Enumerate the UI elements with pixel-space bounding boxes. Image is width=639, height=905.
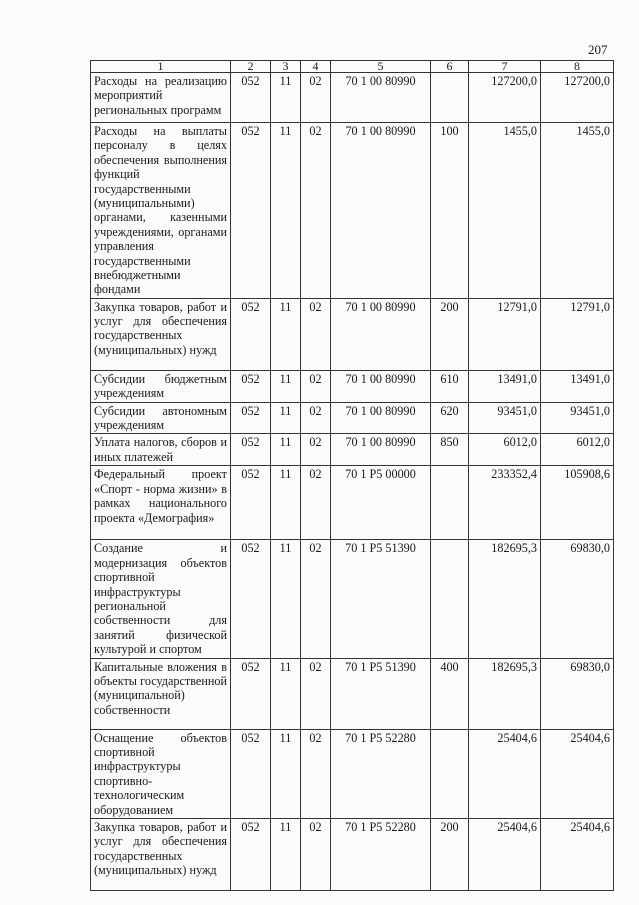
cell-section: 11 <box>271 540 301 658</box>
cell-ministry-code: 052 <box>231 540 271 658</box>
cell-subsection: 02 <box>301 466 331 540</box>
cell-amount-col7: 25404,6 <box>469 818 541 890</box>
cell-amount-col8: 25404,6 <box>541 818 614 890</box>
column-header: 1 <box>91 61 231 73</box>
cell-amount-col8: 6012,0 <box>541 434 614 466</box>
cell-subsection: 02 <box>301 123 331 299</box>
column-header: 7 <box>469 61 541 73</box>
cell-amount-col8: 13491,0 <box>541 370 614 402</box>
cell-section: 11 <box>271 73 301 123</box>
cell-expense-type: 100 <box>431 123 469 299</box>
cell-expense-type: 400 <box>431 658 469 729</box>
cell-amount-col8: 69830,0 <box>541 658 614 729</box>
row-name: Создание и модернизация объектов спортивной инфраструктуры региональной собственности для занятий физической культурой и спортом <box>91 540 231 658</box>
cell-target-article: 70 1 00 80990 <box>331 123 431 299</box>
column-header: 5 <box>331 61 431 73</box>
cell-ministry-code: 052 <box>231 298 271 370</box>
table-row <box>91 658 614 729</box>
page-number: 207 <box>588 42 608 57</box>
cell-subsection: 02 <box>301 658 331 729</box>
cell-subsection: 02 <box>301 729 331 818</box>
cell-amount-col7: 13491,0 <box>469 370 541 402</box>
cell-target-article: 70 1 00 80990 <box>331 73 431 123</box>
budget-table <box>90 60 614 891</box>
column-header: 6 <box>431 61 469 73</box>
cell-subsection: 02 <box>301 434 331 466</box>
cell-amount-col7: 6012,0 <box>469 434 541 466</box>
cell-amount-col8: 1455,0 <box>541 123 614 299</box>
cell-amount-col7: 182695,3 <box>469 540 541 658</box>
table-row <box>91 818 614 890</box>
cell-section: 11 <box>271 402 301 434</box>
cell-ministry-code: 052 <box>231 370 271 402</box>
cell-section: 11 <box>271 818 301 890</box>
cell-expense-type: 620 <box>431 402 469 434</box>
cell-section: 11 <box>271 466 301 540</box>
cell-ministry-code: 052 <box>231 658 271 729</box>
cell-ministry-code: 052 <box>231 818 271 890</box>
cell-section: 11 <box>271 729 301 818</box>
cell-section: 11 <box>271 123 301 299</box>
row-name: Субсидии автономным учреждениям <box>91 402 231 434</box>
cell-subsection: 02 <box>301 540 331 658</box>
cell-amount-col7: 93451,0 <box>469 402 541 434</box>
row-name: Субсидии бюджетным учреждениям <box>91 370 231 402</box>
cell-target-article: 70 1 P5 52280 <box>331 818 431 890</box>
table-row <box>91 466 614 540</box>
table-row <box>91 540 614 658</box>
table-row <box>91 73 614 123</box>
row-name: Уплата налогов, сборов и иных платежей <box>91 434 231 466</box>
cell-target-article: 70 1 P5 51390 <box>331 540 431 658</box>
cell-amount-col7: 182695,3 <box>469 658 541 729</box>
cell-expense-type: 610 <box>431 370 469 402</box>
cell-amount-col8: 12791,0 <box>541 298 614 370</box>
cell-expense-type <box>431 73 469 123</box>
column-header: 4 <box>301 61 331 73</box>
cell-ministry-code: 052 <box>231 123 271 299</box>
cell-amount-col7: 25404,6 <box>469 729 541 818</box>
header-row <box>91 61 614 73</box>
cell-amount-col8: 25404,6 <box>541 729 614 818</box>
cell-ministry-code: 052 <box>231 73 271 123</box>
cell-ministry-code: 052 <box>231 434 271 466</box>
table-row <box>91 434 614 466</box>
cell-expense-type: 200 <box>431 298 469 370</box>
cell-expense-type <box>431 729 469 818</box>
cell-section: 11 <box>271 298 301 370</box>
cell-amount-col8: 105908,6 <box>541 466 614 540</box>
table-row <box>91 370 614 402</box>
cell-target-article: 70 1 P5 00000 <box>331 466 431 540</box>
cell-subsection: 02 <box>301 370 331 402</box>
cell-section: 11 <box>271 434 301 466</box>
cell-ministry-code: 052 <box>231 466 271 540</box>
cell-amount-col8: 93451,0 <box>541 402 614 434</box>
cell-section: 11 <box>271 658 301 729</box>
cell-expense-type: 850 <box>431 434 469 466</box>
cell-amount-col7: 127200,0 <box>469 73 541 123</box>
row-name: Закупка товаров, работ и услуг для обеспечения государственных (муниципальных) нужд <box>91 818 231 890</box>
cell-target-article: 70 1 00 80990 <box>331 298 431 370</box>
table-row <box>91 123 614 299</box>
row-name: Расходы на реализацию мероприятий региональных программ <box>91 73 231 123</box>
cell-target-article: 70 1 00 80990 <box>331 402 431 434</box>
row-name: Закупка товаров, работ и услуг для обеспечения государственных (муниципальных) нужд <box>91 298 231 370</box>
cell-subsection: 02 <box>301 298 331 370</box>
cell-section: 11 <box>271 370 301 402</box>
cell-ministry-code: 052 <box>231 729 271 818</box>
row-name: Федеральный проект «Спорт - норма жизни» в рамках национального проекта «Демография» <box>91 466 231 540</box>
cell-amount-col7: 12791,0 <box>469 298 541 370</box>
column-header: 3 <box>271 61 301 73</box>
cell-amount-col7: 233352,4 <box>469 466 541 540</box>
cell-subsection: 02 <box>301 818 331 890</box>
row-name: Расходы на выплаты персоналу в целях обеспечения выполнения функций государственными (муниципальными) органами, казенными учреждениями, органами управления государственными внебюджетными фондами <box>91 123 231 299</box>
cell-amount-col7: 1455,0 <box>469 123 541 299</box>
cell-target-article: 70 1 P5 52280 <box>331 729 431 818</box>
cell-ministry-code: 052 <box>231 402 271 434</box>
cell-subsection: 02 <box>301 402 331 434</box>
cell-amount-col8: 69830,0 <box>541 540 614 658</box>
table-row <box>91 402 614 434</box>
column-header: 8 <box>541 61 614 73</box>
table-row <box>91 298 614 370</box>
cell-target-article: 70 1 00 80990 <box>331 434 431 466</box>
cell-target-article: 70 1 00 80990 <box>331 370 431 402</box>
cell-expense-type: 200 <box>431 818 469 890</box>
cell-expense-type <box>431 540 469 658</box>
table-row <box>91 729 614 818</box>
row-name: Оснащение объектов спортивной инфраструктуры спортивно-технологическим оборудованием <box>91 729 231 818</box>
cell-subsection: 02 <box>301 73 331 123</box>
cell-expense-type <box>431 466 469 540</box>
row-name: Капитальные вложения в объекты государственной (муниципальной) собственности <box>91 658 231 729</box>
cell-amount-col8: 127200,0 <box>541 73 614 123</box>
column-header: 2 <box>231 61 271 73</box>
cell-target-article: 70 1 P5 51390 <box>331 658 431 729</box>
